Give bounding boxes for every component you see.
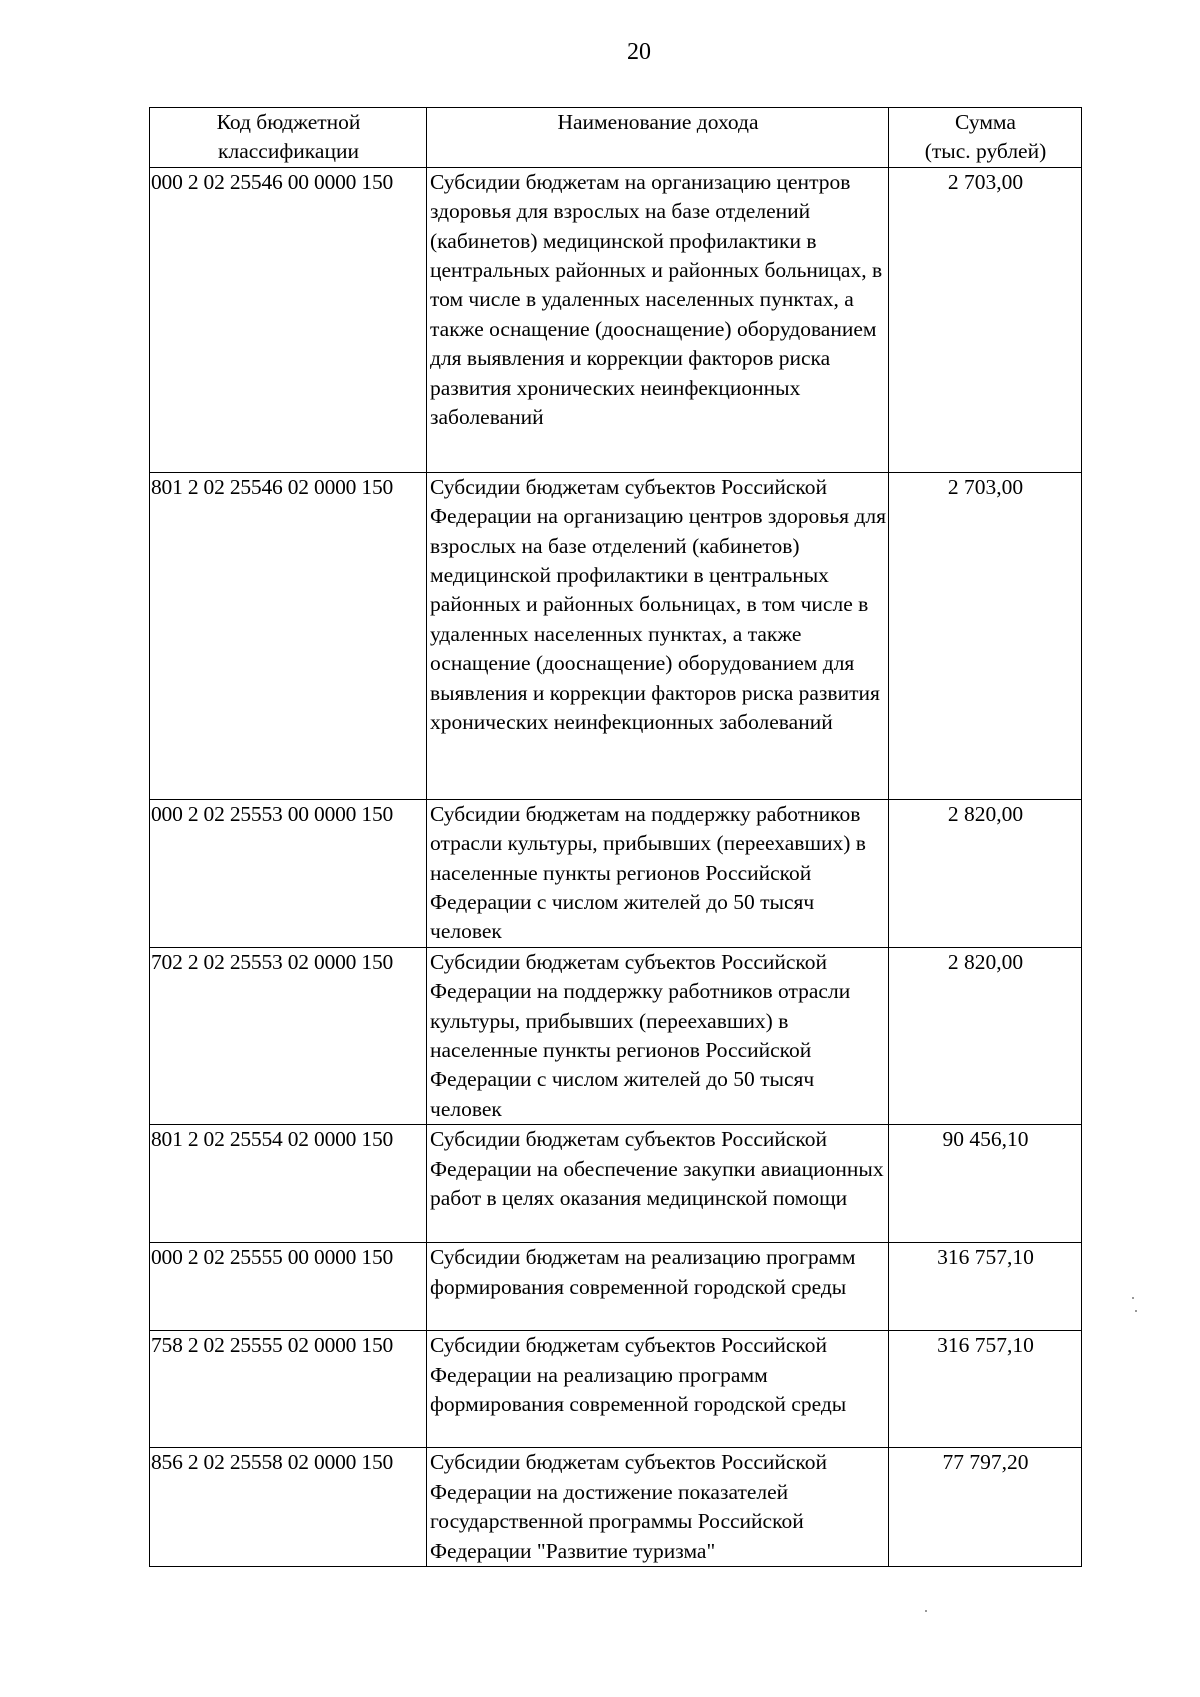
row-sum: 90 456,10 — [889, 1125, 1082, 1243]
page-number: 20 — [627, 39, 651, 65]
row-sum: 316 757,10 — [889, 1331, 1082, 1448]
row-sum: 2 820,00 — [889, 947, 1082, 1124]
row-sum: 2 820,00 — [889, 799, 1082, 947]
scan-speck — [1132, 1297, 1134, 1299]
header-name-text: Наименование дохода — [557, 110, 759, 134]
row-code: 801 2 02 25546 02 0000 150 — [150, 472, 427, 799]
header-sum — [889, 108, 1082, 168]
header-sum-line2: (тыс. рублей) — [924, 139, 1047, 164]
row-name: Субсидии бюджетам на организацию центров здоровья для взрослых на базе отделений (кабинетов) медицинской профилактики в центральных районных и районных больницах, в том числе в удаленных населенных пунктах, а также оснащение (дооснащение) оборудованием для выявления и коррекции факторов риска развития хронических неинфекционных заболеваний — [427, 167, 889, 472]
row-name: Субсидии бюджетам субъектов Российской Федерации на организацию центров здоровья для взрослых на базе отделений (кабинетов) медицинской профилактики в центральных районных и районных больницах, в том числе в удаленных населенных пунктах, а также оснащение (дооснащение) оборудованием для выявления и коррекции факторов риска развития хронических неинфекционных заболеваний — [427, 472, 889, 799]
table-row — [150, 799, 1082, 947]
row-name: Субсидии бюджетам на реализацию программ формирования современной городской среды — [427, 1243, 889, 1331]
row-code: 000 2 02 25555 00 0000 150 — [150, 1243, 427, 1331]
row-name: Субсидии бюджетам субъектов Российской Федерации на обеспечение закупки авиационных работ в целях оказания медицинской помощи — [427, 1125, 889, 1243]
table-row — [150, 1125, 1082, 1243]
table-row — [150, 472, 1082, 799]
header-sum-line1: Сумма — [955, 110, 1016, 134]
scan-speck — [925, 1610, 927, 1612]
table-row — [150, 947, 1082, 1124]
table-header-row — [150, 108, 1082, 168]
row-name: Субсидии бюджетам субъектов Российской Федерации на достижение показателей государственной программы Российской Федерации "Развитие туризма" — [427, 1448, 889, 1567]
row-code: 000 2 02 25553 00 0000 150 — [150, 799, 427, 947]
header-code — [150, 108, 427, 168]
table-row — [150, 1243, 1082, 1331]
row-sum: 77 797,20 — [889, 1448, 1082, 1567]
row-name: Субсидии бюджетам субъектов Российской Федерации на поддержку работников отрасли культуры, прибывших (переехавших) в населенные пункты регионов Российской Федерации с числом жителей до 50 тысяч человек — [427, 947, 889, 1124]
scan-speck — [1135, 1310, 1137, 1312]
row-code: 801 2 02 25554 02 0000 150 — [150, 1125, 427, 1243]
income-table — [149, 107, 1082, 1567]
row-code: 856 2 02 25558 02 0000 150 — [150, 1448, 427, 1567]
header-code-line1: Код бюджетной — [216, 110, 361, 134]
table-row — [150, 167, 1082, 472]
header-name — [427, 108, 889, 168]
row-name: Субсидии бюджетам на поддержку работников отрасли культуры, прибывших (переехавших) в населенные пункты регионов Российской Федерации с числом жителей до 50 тысяч человек — [427, 799, 889, 947]
row-sum: 316 757,10 — [889, 1243, 1082, 1331]
row-code: 702 2 02 25553 02 0000 150 — [150, 947, 427, 1124]
row-sum: 2 703,00 — [889, 167, 1082, 472]
row-name: Субсидии бюджетам субъектов Российской Федерации на реализацию программ формирования современной городской среды — [427, 1331, 889, 1448]
table-row — [150, 1448, 1082, 1567]
row-sum: 2 703,00 — [889, 472, 1082, 799]
header-code-line2: классификации — [218, 139, 359, 164]
row-code: 758 2 02 25555 02 0000 150 — [150, 1331, 427, 1448]
table-row — [150, 1331, 1082, 1448]
row-code: 000 2 02 25546 00 0000 150 — [150, 167, 427, 472]
